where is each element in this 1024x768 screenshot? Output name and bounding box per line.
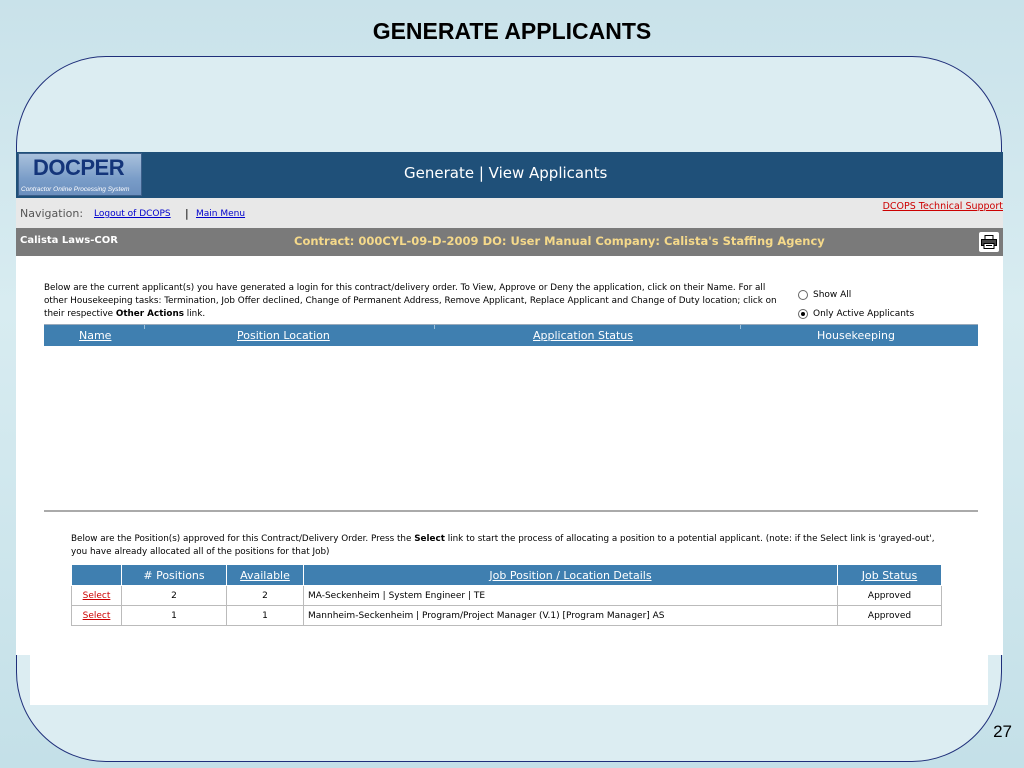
- app-header: [16, 152, 1003, 198]
- row-details: MA-Seckenheim | System Engineer | TE: [304, 586, 838, 606]
- table-row: [72, 606, 942, 626]
- row-positions: 2: [122, 586, 227, 606]
- column-divider: [144, 325, 145, 329]
- main-menu-link[interactable]: Main Menu: [196, 209, 246, 219]
- column-housekeeping: Housekeeping: [817, 329, 895, 342]
- positions-instructions: [71, 533, 951, 559]
- applicant-filter: [798, 285, 914, 323]
- select-link[interactable]: Select: [82, 590, 111, 601]
- column-available[interactable]: Available: [227, 565, 304, 586]
- positions-text-part2: link to start the process of allocating a position to a potential applicant. (note: if the Select link is 'grayed-out', you have already allocated all of the positions for that Job): [71, 534, 935, 557]
- column-positions: # Positions: [122, 565, 227, 586]
- column-action: [72, 565, 122, 586]
- filter-show-all[interactable]: [798, 285, 914, 304]
- column-job-details[interactable]: Job Position / Location Details: [304, 565, 838, 586]
- row-status: Approved: [838, 606, 942, 626]
- positions-text-bold: Select: [414, 534, 445, 544]
- app-window: [16, 152, 1003, 655]
- positions-text-part1: Below are the Position(s) approved for this Contract/Delivery Order. Press the: [71, 534, 415, 544]
- column-position-location[interactable]: Position Location: [237, 329, 330, 342]
- column-job-status[interactable]: Job Status: [838, 565, 942, 586]
- column-divider: [434, 325, 435, 329]
- instructions-text: [44, 282, 789, 321]
- select-link[interactable]: Select: [82, 610, 111, 621]
- slide-title: GENERATE APPLICANTS: [372, 18, 652, 44]
- row-status: Approved: [838, 586, 942, 606]
- section-divider: [44, 510, 978, 512]
- user-name: Calista Laws-COR: [20, 235, 118, 246]
- instructions-bold: Other Actions: [115, 309, 184, 319]
- page-number: 27: [993, 722, 1012, 741]
- column-divider: [740, 325, 741, 329]
- row-action-cell: [72, 586, 122, 606]
- applicants-table-header: [44, 324, 978, 346]
- column-name[interactable]: Name: [79, 329, 112, 342]
- contract-info: Contract: 000CYL-09-D-2009 DO: User Manual Company: Calista's Staffing Agency: [294, 234, 825, 248]
- filter-only-active-label: Only Active Applicants: [813, 308, 915, 319]
- logo-sub-text: Contractor Online Processing System: [21, 186, 130, 193]
- row-action-cell: [72, 606, 122, 626]
- nav-separator: |: [185, 207, 189, 220]
- filter-show-all-label: Show All: [813, 289, 852, 300]
- logo-main-text: DOCPER: [33, 155, 125, 180]
- row-positions: 1: [122, 606, 227, 626]
- table-row: [72, 586, 942, 606]
- instructions-part2: link.: [183, 309, 206, 319]
- radio-show-all[interactable]: [798, 290, 808, 300]
- info-bar: [16, 228, 1003, 256]
- positions-table-header: [72, 565, 942, 586]
- nav-label: Navigation:: [20, 207, 84, 220]
- row-available: 2: [227, 586, 304, 606]
- row-available: 1: [227, 606, 304, 626]
- technical-support-link[interactable]: DCOPS Technical Support: [882, 201, 1003, 212]
- navigation-bar: [16, 198, 1003, 228]
- positions-table: [71, 564, 942, 626]
- logout-link[interactable]: Logout of DCOPS: [94, 209, 171, 219]
- print-button[interactable]: [979, 232, 999, 252]
- instructions-part1: Below are the current applicant(s) you have generated a login for this contract/delivery order. To View, Approve or Deny the application, click on their Name. For all other Housekeeping tasks: Termination, Job Offer declined, Change of Permanent Address, Remove Applicant, Replace Applicant and Change of Duty location; click on their respective: [44, 283, 777, 319]
- row-details: Mannheim-Seckenheim | Program/Project Manager (V.1) [Program Manager] AS: [304, 606, 838, 626]
- page-title: Generate | View Applicants: [404, 164, 608, 182]
- printer-icon: [981, 235, 997, 249]
- filter-only-active[interactable]: [798, 304, 914, 323]
- docper-logo: [18, 153, 142, 196]
- app-bottom-strip: [30, 655, 988, 705]
- radio-only-active[interactable]: [798, 309, 808, 319]
- column-application-status[interactable]: Application Status: [533, 329, 634, 342]
